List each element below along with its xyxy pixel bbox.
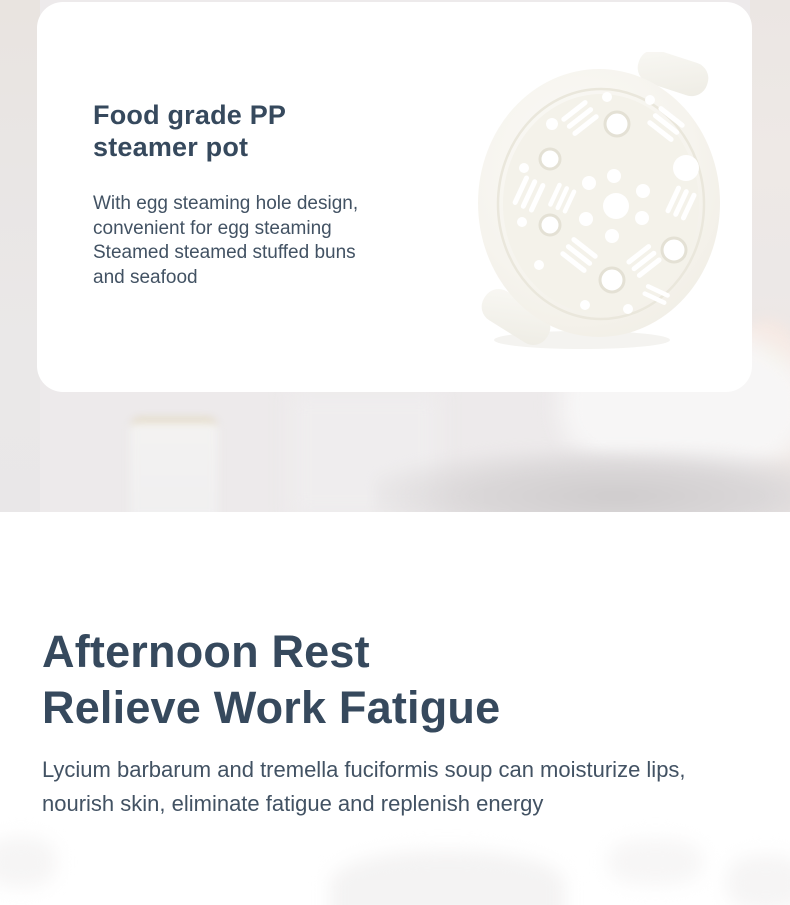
section-title-line1: Afternoon Rest: [42, 626, 370, 677]
next-section-peek-right: [608, 839, 703, 885]
card-title-line1: Food grade PP: [93, 100, 287, 130]
blurred-cooker-base-image: [375, 448, 790, 512]
section-title: [42, 624, 500, 736]
section-description-line2: nourish skin, eliminate fatigue and replenish energy: [42, 791, 544, 816]
next-section-peek-corner: [726, 855, 790, 905]
card-description: [93, 192, 358, 290]
blurred-glass-cup-image: [130, 418, 218, 512]
card-title: [93, 99, 286, 163]
next-section-peek-center: [330, 851, 565, 905]
section-description-line1: Lycium barbarum and tremella fuciformis soup can moisturize lips,: [42, 757, 686, 782]
section-description: [42, 753, 686, 821]
steamer-pot-image: [467, 52, 737, 352]
afternoon-rest-section: [0, 512, 790, 905]
feature-card: [37, 2, 752, 392]
card-description-line1: With egg steaming hole design,: [93, 193, 359, 214]
card-title-line2: steamer pot: [93, 132, 249, 162]
card-description-line3: Steamed steamed stuffed buns: [93, 242, 356, 263]
card-description-line2: convenient for egg steaming: [93, 217, 332, 239]
card-description-line4: and seafood: [93, 266, 198, 288]
background-left-strip: [0, 0, 40, 512]
section-title-line2: Relieve Work Fatigue: [42, 682, 501, 733]
next-section-peek-left: [0, 837, 56, 887]
